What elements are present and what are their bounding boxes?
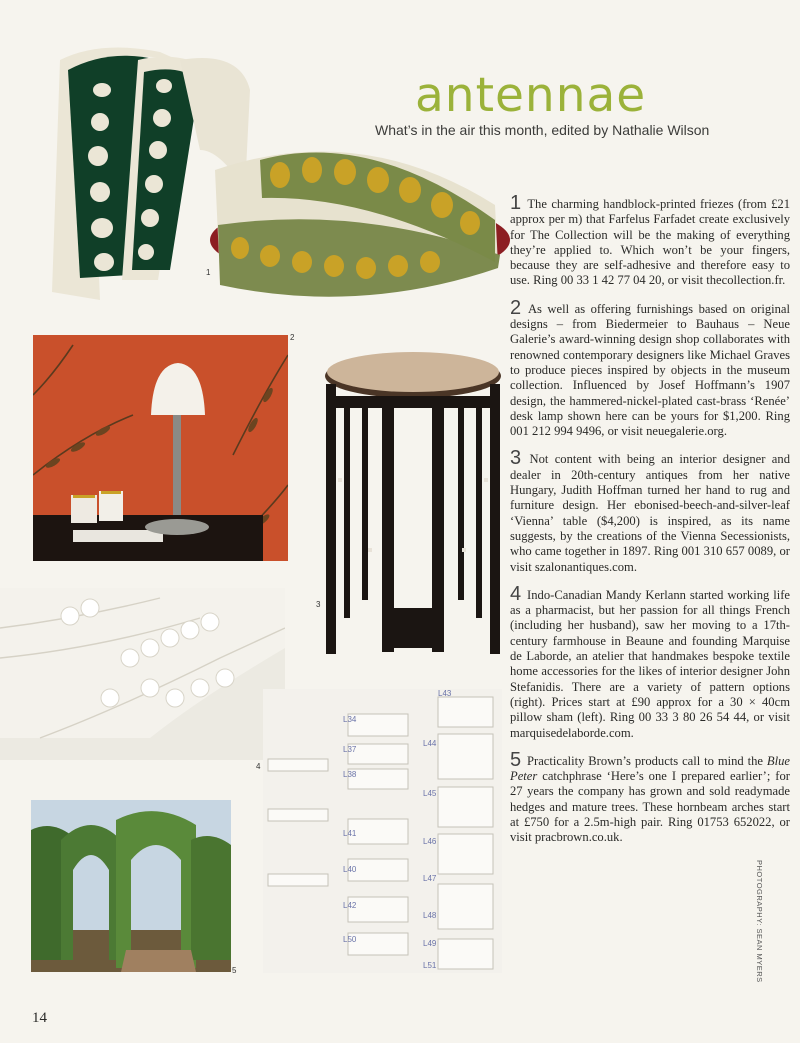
lace-label: L46 bbox=[423, 837, 437, 846]
lace-label: L48 bbox=[423, 911, 437, 920]
item-number: 1 bbox=[510, 192, 522, 214]
figure-number-3: 3 bbox=[316, 600, 321, 609]
item-number: 3 bbox=[510, 447, 522, 470]
item-text: Not content with being an interior designer and dealer in 20th-century antiques from her native Hungary, Judith Hoffman turned her hand to rug and furniture design. Her ebonised-beech-and-silver-leaf ‘Vienna’ table ($4,200) is inspired, as its name suggests, by the creations of the Vienna Secessionists, who came together in 1897. Ring 001 310 657 0089, or visit szalonantiques.com. bbox=[510, 452, 790, 574]
figure-number-2: 2 bbox=[290, 333, 295, 342]
item-text: Practicality Brown’s products call to mind the bbox=[527, 753, 767, 768]
lace-label: L37 bbox=[343, 745, 357, 754]
lace-sampler-photo bbox=[263, 689, 502, 973]
item-text: catchphrase ‘Here’s one I prepared earlier’; for 27 years the company has grown and sold readymade hedges and mature trees. These hornbeam arches start at £750 for a 2.5m-high pair. Ring 01753 652022, or visit pracbrown.co.uk. bbox=[510, 769, 790, 845]
arches-photo bbox=[31, 800, 231, 972]
table-photo bbox=[322, 348, 504, 658]
lace-label: L43 bbox=[438, 689, 452, 698]
item-number: 2 bbox=[510, 296, 522, 319]
lace-label: L42 bbox=[343, 901, 357, 910]
lamp-photo bbox=[33, 335, 288, 561]
lace-label: L38 bbox=[343, 770, 357, 779]
lace-label: L49 bbox=[423, 939, 437, 948]
figure-number-4: 4 bbox=[256, 762, 261, 771]
item-text-italic: Blue Peter bbox=[510, 753, 790, 784]
photo-credit: PHOTOGRAPHY: SEAN MYERS bbox=[755, 860, 764, 983]
item-number: 5 bbox=[510, 748, 522, 771]
item-text: The charming handblock-printed friezes (from £21 approx per m) that Farfelus Farfadet create exclusively for The Collection will be the making of everything they’re applied to. Which won’t be your fingers, because they are self-adhesive and therefore easy to use. Ring 00 33 1 42 77 04 20, or visit thecollection.fr. bbox=[510, 197, 791, 288]
lace-label: L41 bbox=[343, 829, 357, 838]
item-text: As well as offering furnishings based on original designs – from Biedermeier to Bauhaus – Neue Galerie’s award-winning design shop collaborates with renowned contemporary designers like Michael Graves to produce pieces inspired by objects in the museum collection. Influenced by Josef Hoffmann’s 1907 design, the hammered-nickel-plated cast-brass ‘Renée’ desk lamp shown here can be yours for $1,200. Ring 001 212 994 9496, or visit neuegalerie.org. bbox=[510, 301, 790, 439]
item-2 bbox=[510, 296, 790, 440]
lace-label: L50 bbox=[343, 935, 357, 944]
lace-label: L44 bbox=[423, 739, 437, 748]
item-5 bbox=[510, 748, 790, 846]
item-text: Indo-Canadian Mandy Kerlann started working life as a pharmacist, but her passion for all things French (including her husband), saw her moving to a 17th-century farmhouse in Beaune and founding Marquise de Laborde, an atelier that handmakes bespoke textile home accessories for the likes of interior designer John Stefanidis. There are a variety of pattern options (right). Prices start at £90 approx for a 30 × 40cm pillow sham (left). Ring 00 33 3 80 26 54 44, or visit marquisedelaborde.com. bbox=[510, 587, 790, 740]
item-4 bbox=[510, 582, 790, 741]
figure-number-1: 1 bbox=[206, 268, 211, 277]
lace-label: L34 bbox=[343, 715, 357, 724]
item-3 bbox=[510, 447, 790, 574]
lace-label: L47 bbox=[423, 874, 437, 883]
lace-label: L40 bbox=[343, 865, 357, 874]
article-column bbox=[510, 192, 791, 858]
linen-photo bbox=[0, 588, 285, 760]
figure-number-5: 5 bbox=[232, 966, 237, 975]
page-title: antennae bbox=[415, 68, 647, 123]
lace-label: L45 bbox=[423, 789, 437, 798]
frieze-photo bbox=[40, 30, 510, 300]
item-number: 4 bbox=[510, 582, 522, 605]
page-subtitle: What’s in the air this month, edited by Nathalie Wilson bbox=[375, 122, 710, 138]
item-1 bbox=[510, 192, 791, 289]
lace-label: L51 bbox=[423, 961, 437, 970]
page-number: 14 bbox=[32, 1010, 47, 1026]
